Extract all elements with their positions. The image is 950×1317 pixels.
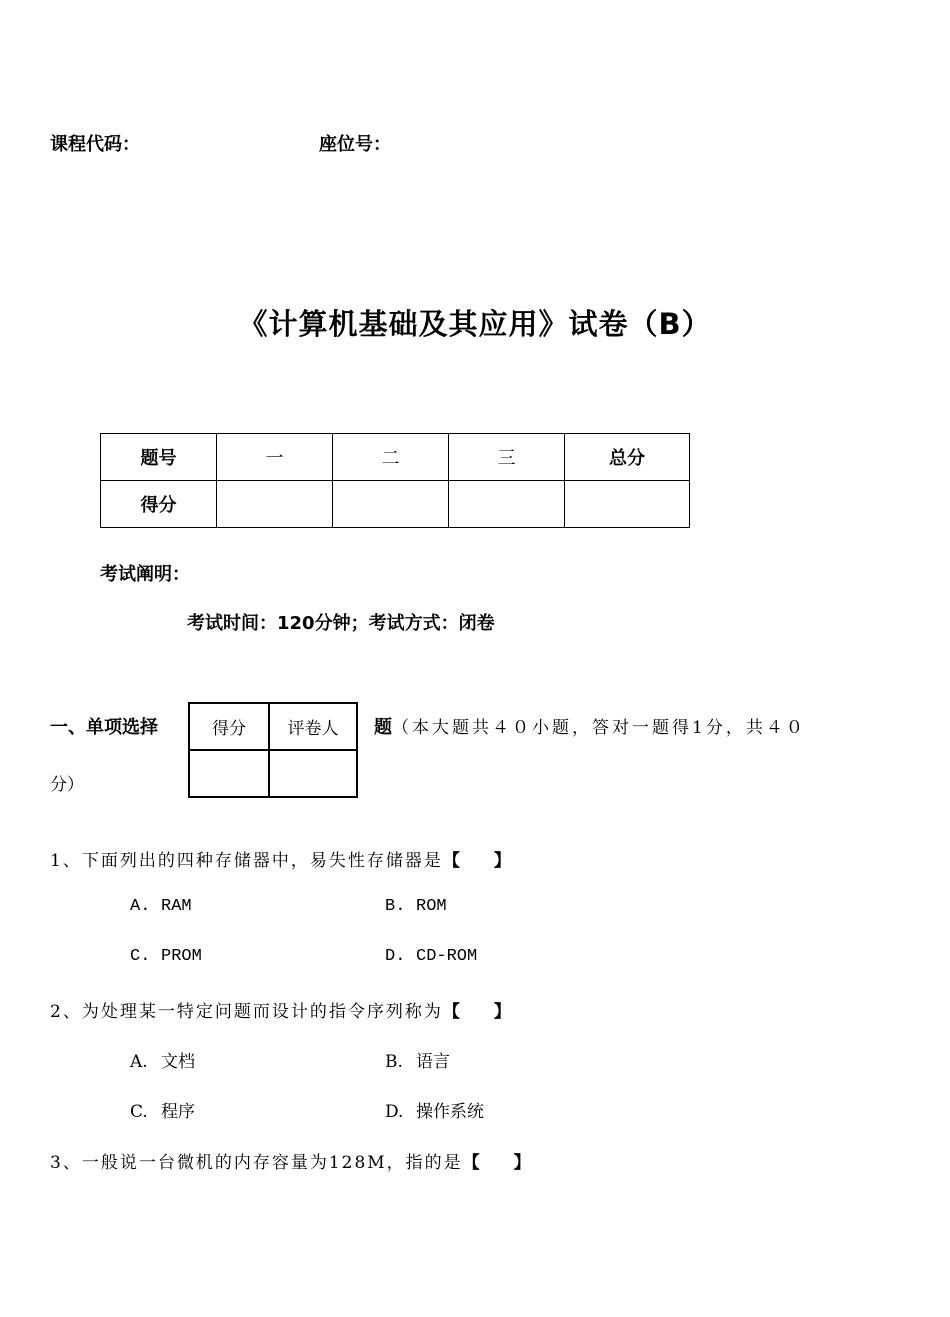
question-text: 3、一般说一台微机的内存容量为128M，指的是 bbox=[50, 1153, 463, 1173]
section-heading: 一、单项选择 bbox=[50, 717, 158, 738]
option-text: ROM bbox=[416, 897, 447, 916]
option-label: A. bbox=[130, 1052, 148, 1072]
option-label: D. bbox=[385, 1102, 404, 1122]
score-table-header-cell: 总分 bbox=[565, 434, 690, 481]
option-b bbox=[385, 1047, 450, 1072]
instructions-text: 考试时间：120分钟；考试方式：闭卷 bbox=[187, 613, 495, 634]
option-text: 语言 bbox=[416, 1052, 450, 1072]
option-text: PROM bbox=[161, 947, 202, 966]
score-table bbox=[100, 433, 690, 528]
option-text: 操作系统 bbox=[416, 1102, 484, 1122]
section-heading-tail-rest: （本大题共４０小题，答对一题得1分，共４０ bbox=[392, 718, 806, 738]
score-table-header-row bbox=[101, 434, 690, 481]
option-label: A. bbox=[130, 897, 151, 916]
option-text: 程序 bbox=[161, 1102, 195, 1122]
option-c bbox=[130, 947, 202, 966]
answer-bracket: 【 】 bbox=[442, 851, 511, 871]
section-heading-tail-bold: 题 bbox=[374, 717, 392, 738]
grader-score-cell[interactable] bbox=[189, 750, 269, 797]
option-label: D. bbox=[385, 947, 406, 966]
course-code-label: 课程代码： bbox=[50, 134, 140, 155]
score-table-header-cell: 一 bbox=[217, 434, 333, 481]
score-table-header-cell: 三 bbox=[449, 434, 565, 481]
question-1 bbox=[50, 846, 511, 871]
option-text: RAM bbox=[161, 897, 192, 916]
question-3 bbox=[50, 1148, 531, 1173]
seat-number-label: 座位号： bbox=[319, 134, 391, 155]
question-text: 2、为处理某一特定问题而设计的指令序列称为 bbox=[50, 1002, 443, 1022]
question-text: 1、下面列出的四种存储器中，易失性存储器是 bbox=[50, 851, 443, 871]
section-heading-tail bbox=[374, 713, 806, 739]
question-2 bbox=[50, 997, 511, 1022]
exam-title: 《计算机基础及其应用》试卷（B） bbox=[238, 307, 712, 341]
option-label: C. bbox=[130, 1102, 148, 1122]
answer-bracket: 【 】 bbox=[442, 1002, 511, 1022]
instructions-label: 考试阐明： bbox=[100, 564, 190, 585]
grader-table bbox=[188, 702, 358, 798]
score-table-header-cell: 题号 bbox=[101, 434, 217, 481]
score-cell-1[interactable] bbox=[217, 481, 333, 528]
grader-name-cell[interactable] bbox=[269, 750, 357, 797]
score-cell-total[interactable] bbox=[565, 481, 690, 528]
score-cell-2[interactable] bbox=[333, 481, 449, 528]
option-text: 文档 bbox=[161, 1052, 195, 1072]
score-table-row-label: 得分 bbox=[101, 481, 217, 528]
score-table-header-cell: 二 bbox=[333, 434, 449, 481]
option-d bbox=[385, 947, 477, 966]
option-a bbox=[130, 897, 192, 916]
option-c bbox=[130, 1097, 195, 1122]
option-label: B. bbox=[385, 897, 406, 916]
option-label: C. bbox=[130, 947, 151, 966]
grader-table-score-label: 得分 bbox=[189, 703, 269, 750]
section-heading-wrap: 分） bbox=[50, 775, 84, 795]
option-label: B. bbox=[385, 1052, 403, 1072]
option-a bbox=[130, 1047, 195, 1072]
option-b bbox=[385, 897, 447, 916]
score-table-score-row bbox=[101, 481, 690, 528]
score-cell-3[interactable] bbox=[449, 481, 565, 528]
grader-table-grader-label: 评卷人 bbox=[269, 703, 357, 750]
answer-bracket: 【 】 bbox=[462, 1153, 531, 1173]
option-d bbox=[385, 1097, 484, 1122]
option-text: CD-ROM bbox=[416, 947, 478, 966]
